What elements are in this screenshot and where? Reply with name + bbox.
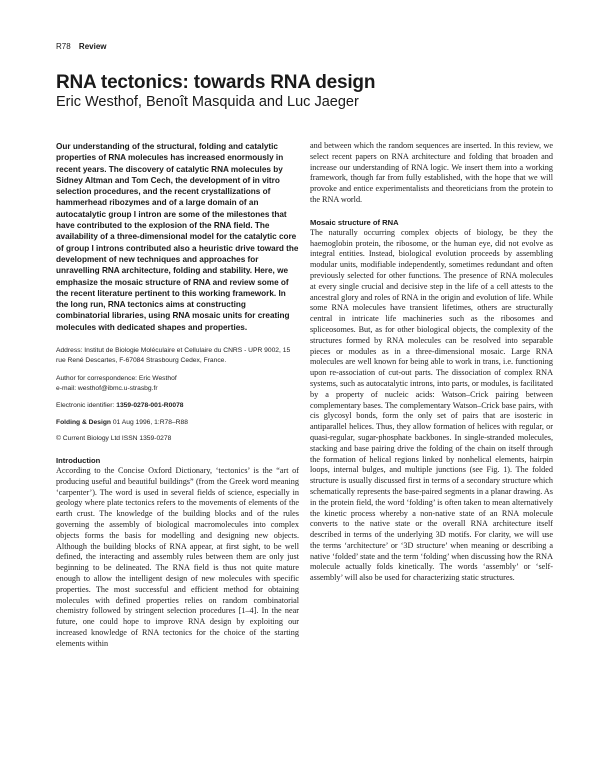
article-title: RNA tectonics: towards RNA design <box>56 72 376 93</box>
electronic-identifier-value: 1359-0278-001-R0078 <box>116 401 184 409</box>
correspondence-author: Author for correspondence: Eric Westhof <box>56 375 177 383</box>
mosaic-section <box>310 218 553 584</box>
mosaic-text: The naturally occurring complex objects of biology, be they the haemoglobin protein, the ribosome, or the human eye, did not evolve as integral entities. Instead, biological evolution proceeds by assembling modular units, modifiable independently, sometimes redundant and often previously selected for other functions. The presence of RNA molecules at every single crucial and decisive step in the life of a cell attests to the ancestral glory and roles of RNA in the origin and evolution of life. While some RNA molecules have transient lifetimes, others are structurally central in intricate life machineries such as the ribosomes and spliceosomes. But, as for other biological objects, the complexity of the structures formed by RNA molecules can be resolved into separable pieces or modules as in a three-dimensional mosaic. Large RNA molecules are well known for being able to work in trans, i.e. functioning upon re-association of cut-out parts. The dissociation of complex RNA systems, such as autocatalytic introns, into parts, or modules, is facilitated by a property of nucleic acids: Watson–Crick pairing between complementary bases. The complementary Watson–Crick base pairs, with cis glycosyl bonds, form the only set of pairs that are isosteric in antiparallel helices. Thus, they allow formation of helices with regular, or quasi-regular, sugar-phosphate backbones. In single-stranded molecules, stacking and base pairing drive the folding of the chain on itself through the formation of helical regions linked by nonhelical elements, hairpin loops, internal bulges, and multiple junctions (see Fig. 1). The folded structure is usually discussed first in terms of a secondary structure which schematically represents the base-paired segments in a planar drawing. As in the protein field, the word ‘folding’ is often taken to mean alternatively the kinetic process whereby a non-native state of an RNA molecule converts to the native state or the overall RNA architecture itself described in terms of the underlying 3D motifs. For clarity, we will use the terms ‘architecture’ or ‘3D structure’ when meaning or describing a native ‘folded’ state and the term ‘folding’ when discussing how the RNA molecule actually folds kinetically. The words ‘assembly’ or ‘self-assembly’ will also be used for characterizing static structures. <box>310 227 553 583</box>
copyright: © Current Biology Ltd ISSN 1359-0278 <box>56 435 172 443</box>
introduction-continued: and between which the random sequences are inserted. In this review, we select recent papers on RNA architecture and folding that broaden and increase our understanding of RNA logic. We insert them into a working framework, though far from fully established, with the hope that we will provoke and entice experimentalists and theoreticians from the protein to the RNA world. <box>310 141 553 204</box>
electronic-identifier-label: Electronic identifier: <box>56 401 117 409</box>
address-block <box>56 346 299 365</box>
introduction-section <box>56 456 299 650</box>
abstract <box>56 141 299 333</box>
correspondence-email[interactable]: e-mail: westhof@ibmc.u-strasbg.fr <box>56 385 158 393</box>
correspondence-block <box>56 374 299 393</box>
right-column <box>310 141 553 584</box>
citation <box>56 418 299 428</box>
section-label: Review <box>78 42 107 51</box>
citation-details: 01 Aug 1996, 1:R78–R88 <box>110 418 188 426</box>
introduction-heading: Introduction <box>56 455 101 465</box>
running-head <box>56 42 107 51</box>
page-number: R78 <box>56 42 71 51</box>
left-column <box>56 141 299 650</box>
mosaic-heading: Mosaic structure of RNA <box>310 217 399 227</box>
author-list: Eric Westhof, Benoît Masquida and Luc Jaeger <box>56 94 359 110</box>
address: Address: Institut de Biologie Moléculaire et Cellulaire du CNRS - UPR 9002, 15 rue René Descartes, F-67084 Strasbourg Cedex, France. <box>56 347 291 364</box>
electronic-identifier <box>56 401 299 411</box>
abstract-text: Our understanding of the structural, folding and catalytic properties of RNA molecules has increased enormously in recent years. The discovery of catalytic RNA molecules by Sidney Altman and Tom Cech, the development of in vitro selection procedures, and the recent crystallizations of hammerhead ribozymes and of a large domain of an autocatalytic group I intron are some of the milestones that have contributed to the explosion of the RNA field. The availability of a three-dimensional model for the catalytic core of group I introns contributed also a heuristic drive toward the development of new techniques and approaches for unravelling RNA architecture, folding and stability. Here, we emphasize the mosaic structure of RNA and review some of the recent literature pertinent to this working framework. In the long run, RNA tectonics aims at constructing combinatorial libraries, using RNA mosaic units for creating molecules with dedicated shapes and properties. <box>56 142 299 332</box>
introduction-text: According to the Concise Oxford Dictionary, ‘tectonics’ is the “art of producing useful and beautiful buildings” (from the Greek word meaning ‘carpenter’). The word is used in several fields of science, especially in geology where plate tectonics refers to the movements of elements of the earth crust. The knowledge of the building blocks and of the rules governing the assembly of biological macromolecules into complex objects forms the basis for modelling and designing new objects. Although the building blocks of RNA appear, at first sight, to be well defined, the interacting and assembly rules between them are only just beginning to be delineated. The RNA field is thus not quite mature enough to allow the intelligent design of new molecules with specific properties. The most successful and efficient method for obtaining molecules with defined properties relies on random combinatorial chemistry followed by stringent selection procedures [1–4]. In the near future, one could hope to improve RNA design by exploiting our increased knowledge of RNA tectonics for the choice of the starting elements within <box>56 465 299 648</box>
journal-name: Folding & Design <box>56 418 111 426</box>
